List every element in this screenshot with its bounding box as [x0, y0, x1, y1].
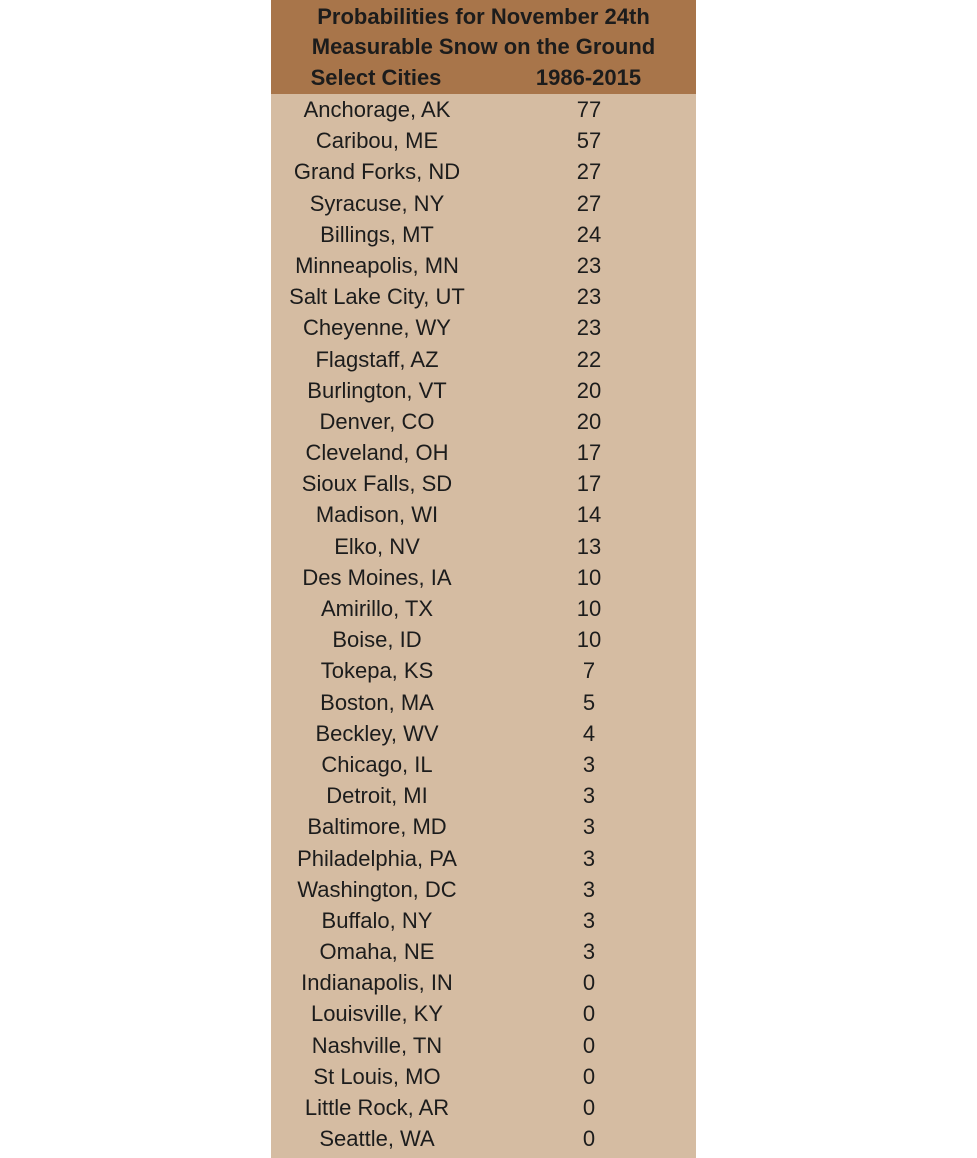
city-cell: Amirillo, TX	[320, 596, 434, 621]
probability-cell: 3	[582, 751, 596, 777]
city-cell: Boston, MA	[320, 689, 434, 715]
probability-cell: 57	[576, 128, 602, 154]
probability-cell: 0	[582, 970, 596, 996]
table-row	[271, 437, 696, 468]
city-cell: Louisville, KY	[310, 1001, 444, 1027]
probability-cell: 23	[576, 315, 602, 341]
city-cell: Anchorage, AK	[303, 97, 451, 122]
city-cell: St Louis, MO	[313, 1063, 441, 1089]
table-row	[271, 655, 696, 686]
table-row	[271, 1061, 696, 1092]
table-row	[271, 718, 696, 749]
city-cell: Indianapolis, IN	[301, 970, 453, 996]
city-cell: Syracuse, NY	[309, 190, 445, 216]
table-row	[271, 780, 696, 811]
city-cell: Flagstaff, AZ	[315, 346, 439, 372]
table-row	[271, 94, 696, 125]
probability-cell: 17	[576, 471, 602, 497]
table-row	[271, 998, 696, 1029]
table-row	[271, 562, 696, 593]
city-cell: Elko, NV	[334, 533, 420, 559]
city-cell: Philadelphia, PA	[297, 845, 457, 871]
table-row	[271, 843, 696, 874]
table-row	[271, 967, 696, 998]
table-row	[271, 624, 696, 655]
city-cell: Billings, MT	[320, 221, 434, 247]
table-row	[271, 312, 696, 343]
probability-cell: 23	[576, 284, 602, 310]
city-cell: Beckley, WV	[315, 720, 439, 746]
column-header-period: 1986-2015	[535, 65, 642, 90]
table-row	[271, 250, 696, 281]
probability-cell: 3	[582, 783, 596, 809]
table-row	[271, 375, 696, 406]
probability-cell: 3	[582, 939, 596, 965]
probability-cell: 7	[582, 658, 596, 684]
table-title-line-2: Measurable Snow on the Ground	[311, 34, 656, 59]
table-row	[271, 811, 696, 842]
city-cell: Cleveland, OH	[305, 440, 449, 466]
city-cell: Washington, DC	[297, 876, 457, 902]
table-row	[271, 1030, 696, 1061]
city-cell: Little Rock, AR	[304, 1095, 450, 1120]
probability-cell: 3	[582, 907, 596, 933]
probability-cell: 10	[576, 627, 602, 653]
probability-cell: 0	[582, 1126, 596, 1152]
city-cell: Caribou, ME	[315, 128, 439, 154]
probability-cell: 27	[576, 190, 602, 216]
city-cell: Detroit, MI	[326, 783, 428, 809]
table-row	[271, 1123, 696, 1154]
table-row	[271, 219, 696, 250]
table-row	[271, 499, 696, 530]
city-cell: Minneapolis, MN	[295, 252, 459, 278]
table-row	[271, 156, 696, 187]
city-cell: Burlington, VT	[307, 377, 447, 403]
probability-cell: 10	[576, 564, 602, 590]
probability-cell: 20	[576, 408, 602, 434]
table-row	[271, 1092, 696, 1123]
probability-cell: 27	[576, 159, 602, 185]
table-body	[271, 94, 696, 1154]
table-title-line-1: Probabilities for November 24th	[317, 4, 650, 29]
city-cell: Sioux Falls, SD	[301, 471, 453, 497]
table-header	[271, 0, 696, 94]
probability-cell: 10	[576, 596, 602, 621]
table-row	[271, 936, 696, 967]
probability-cell: 3	[582, 845, 596, 871]
table-row	[271, 125, 696, 156]
city-cell: Chicago, IL	[321, 751, 433, 777]
city-cell: Salt Lake City, UT	[289, 284, 465, 310]
probability-cell: 23	[576, 252, 602, 278]
table-row	[271, 749, 696, 780]
city-cell: Cheyenne, WY	[303, 315, 451, 341]
column-header-cities: Select Cities	[310, 65, 442, 90]
city-cell: Boise, ID	[332, 627, 422, 653]
probability-cell: 24	[576, 221, 602, 247]
city-cell: Tokepa, KS	[320, 658, 434, 684]
city-cell: Baltimore, MD	[307, 814, 447, 840]
probability-cell: 14	[576, 502, 602, 528]
table-row	[271, 593, 696, 624]
probability-cell: 20	[576, 377, 602, 403]
probability-cell: 3	[582, 814, 596, 840]
probability-cell: 77	[576, 97, 602, 122]
probability-cell: 4	[582, 720, 596, 746]
table-row	[271, 468, 696, 499]
city-cell: Nashville, TN	[311, 1032, 443, 1058]
city-cell: Grand Forks, ND	[293, 159, 461, 185]
probability-cell: 5	[582, 689, 596, 715]
city-cell: Madison, WI	[315, 502, 439, 528]
probability-cell: 0	[582, 1032, 596, 1058]
table-row	[271, 406, 696, 437]
probability-cell: 0	[582, 1001, 596, 1027]
table-row	[271, 281, 696, 312]
snow-probability-table	[271, 0, 696, 1158]
table-row	[271, 344, 696, 375]
probability-cell: 0	[582, 1063, 596, 1089]
probability-cell: 0	[582, 1095, 596, 1120]
probability-cell: 22	[576, 346, 602, 372]
table-row	[271, 687, 696, 718]
probability-cell: 3	[582, 876, 596, 902]
city-cell: Denver, CO	[319, 408, 435, 434]
city-cell: Buffalo, NY	[321, 907, 433, 933]
city-cell: Omaha, NE	[319, 939, 435, 965]
table-row	[271, 531, 696, 562]
table-row	[271, 188, 696, 219]
probability-cell: 17	[576, 440, 602, 466]
city-cell: Seattle, WA	[319, 1126, 435, 1152]
city-cell: Des Moines, IA	[302, 564, 452, 590]
probability-cell: 13	[576, 533, 602, 559]
table-row	[271, 874, 696, 905]
table-row	[271, 905, 696, 936]
